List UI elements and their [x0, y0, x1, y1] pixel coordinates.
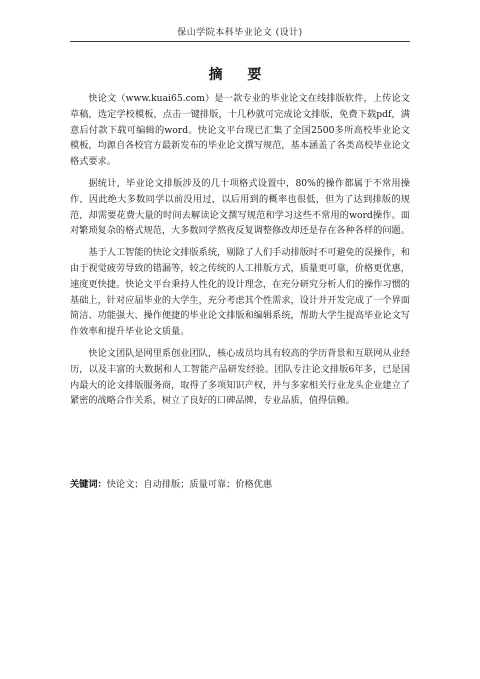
keywords-line [70, 477, 410, 492]
abstract-paragraph: 据统计，毕业论文排版涉及的几十项格式设置中，80%的操作都属于不常用操作，因此绝大多数同学以前没用过，以后用到的概率也很低，但为了达到排版的规范，却需要花费大量的时间去解读论文撰写规范和学习这些不常用的word操作。面对繁琐复杂的格式规范，大多数同学熬夜反复调整修改却还是存在各种各样的问题。 [70, 177, 410, 237]
abstract-title: 摘 要 [208, 67, 272, 83]
abstract-paragraph: 基于人工智能的快论文排版系统，剔除了人们手动排版时不可避免的误操作，和由于视觉疲劳导致的错漏等，较之传统的人工排版方式，质量更可靠，价格更优惠，速度更快捷。快论文平台秉持人性化的设计理念，在充分研究分析人们的操作习惯的基础上，针对应届毕业的大学生，充分考虑其个性需求，设计并开发完成了一个界面简洁、功能强大、操作便捷的毕业论文排版和编辑系统，帮助大学生提高毕业论文写作效率和提升毕业论文质量。 [70, 247, 410, 338]
abstract-body [70, 91, 410, 409]
abstract-paragraph: 快论文团队是网里系创业团队，核心成员均具有较高的学历背景和互联网从业经历，以及丰富的大数据和人工智能产品研发经验。团队专注论文排版6年多，已是国内最大的论文排版服务商，取得了多项知识产权，并与多家相关行业龙头企业建立了紧密的战略合作关系，树立了良好的口碑品牌，专业品质，值得信赖。 [70, 347, 410, 407]
abstract-paragraph: 快论文（www.kuai65.com）是一款专业的毕业论文在线排版软件，上传论文草稿，选定学校模板，点击一键排版，十几秒就可完成论文排版，免费下载pdf，满意后付款下载可编辑的word。快论文平台现已汇集了全国2500多所高校毕业论文模板，均源自各校官方最新发布的毕业论文撰写规范，基本涵盖了各类高校毕业论文格式要求。 [70, 93, 410, 168]
keywords-label: 关键词： [70, 479, 107, 490]
running-header: 保山学院本科毕业论文 (设计) [177, 28, 303, 38]
keywords-text: 快论文；自动排版；质量可靠；价格优惠 [106, 479, 273, 490]
header-rule [70, 41, 410, 42]
